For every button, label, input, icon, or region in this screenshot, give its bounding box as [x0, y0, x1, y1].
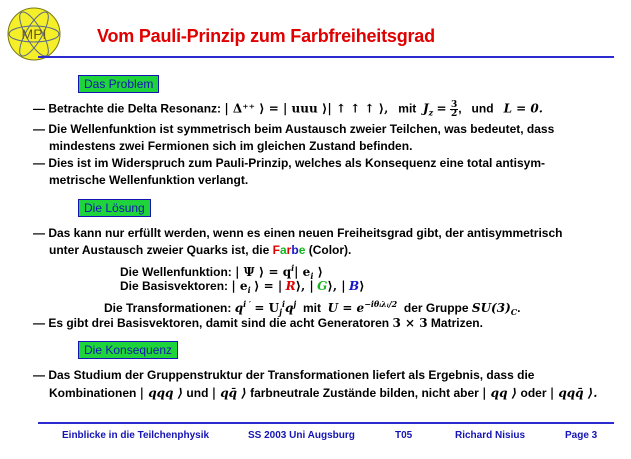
tr-label: Die Transformationen:: [104, 301, 232, 315]
basis-line: [120, 279, 365, 298]
u-exp: −iθᵢλᵢ/2: [364, 299, 398, 309]
bottom-rule: [38, 422, 614, 424]
psi-sup: i: [291, 263, 295, 273]
fraction: [450, 101, 458, 118]
solution-line-6-pre: — Es gibt drei Basisvektoren, damit sind die acht Generatoren: [33, 316, 390, 330]
basis-sub: i: [247, 285, 251, 295]
qqbar-state: | qq̄ ⟩: [211, 386, 247, 400]
psi-tail: | e: [294, 265, 311, 279]
psi-tail-sub: i: [310, 271, 314, 281]
trans-sup: i ′: [243, 299, 252, 309]
basis-pre: | e: [231, 279, 248, 293]
three-by-three: 3 × 3: [392, 316, 428, 330]
problem-line-1-text: — Betrachte die Delta Resonanz:: [33, 101, 222, 116]
basis-eq: ⟩ = |: [253, 279, 283, 293]
tr-group: der Gruppe: [403, 301, 469, 315]
problem-line-4: — Dies ist im Widerspruch zum Pauli-Prinzip, welches als Konsequenz eine total antisym-: [33, 156, 546, 170]
mpi-logo: [6, 6, 62, 62]
footer-page: Page 3: [565, 430, 598, 441]
trans-q: q: [234, 301, 244, 315]
su3-sub: C: [510, 307, 518, 317]
frac-den: 2: [450, 109, 458, 119]
wf-label: Die Wellenfunktion:: [120, 265, 232, 279]
solution-line-6-post: Matrizen.: [430, 316, 483, 330]
jz-sub: z: [428, 107, 434, 118]
psi-close: ⟩: [313, 265, 324, 279]
consequence-line-2-pre: Kombinationen: [49, 386, 137, 400]
section-box-consequence: Die Konsequenz: [78, 341, 178, 359]
farbe-letter-r: r: [286, 243, 292, 257]
color-r: R: [285, 279, 296, 293]
footer-semester: SS 2003 Uni Augsburg: [248, 430, 355, 441]
trans-sub: j: [279, 307, 282, 317]
consequence-oder: oder: [520, 386, 547, 400]
qqqbar-state: | qqq̄ ⟩.: [549, 386, 598, 400]
consequence-line-2: [49, 386, 597, 401]
mit-word: mit: [398, 101, 417, 116]
farbe-letter-e: e: [298, 243, 306, 257]
trans-sup-j: j: [293, 299, 297, 309]
problem-line-1: — Betrachte die Delta Resonanz: | Δ⁺⁺ ⟩ = | uuu ⟩| ↑ ↑ ↑ ⟩, mit $J_z$ = $\frac{3}{2}$ , und L = 0.: [33, 100, 543, 119]
trans-qj: q: [285, 301, 294, 315]
l-zero: L = 0.: [503, 101, 543, 116]
tr-mit: mit: [303, 301, 321, 315]
solution-line-2-pre: unter Austausch zweier Quarks ist, die: [49, 243, 270, 257]
qqq-state: | qqq ⟩: [139, 386, 184, 400]
color-g: G: [317, 279, 328, 293]
und-word: und: [471, 101, 494, 116]
psi-formula: | Ψ ⟩ = q: [235, 265, 292, 279]
ket-sep-1: ⟩, |: [295, 279, 314, 293]
section-box-solution: Die Lösung: [78, 199, 151, 217]
solution-line-1: — Das kann nur erfüllt werden, wenn es einen neuen Freiheitsgrad gibt, der antisymmetrisch: [33, 226, 563, 240]
top-rule: [38, 56, 614, 58]
transformation-line: Die Transformationen: $q^{i '} = U_j^iq^j$ mit $U = e^{-i\theta ᵢ\lambda ᵢ/2}$ der Gruppe $SU(3)_C$.: [104, 299, 521, 317]
solution-line-2-post: (Color).: [308, 243, 352, 257]
ket-end: ⟩: [359, 279, 365, 293]
footer-course: Einblicke in die Teilchenphysik: [62, 430, 210, 441]
farbe-letter-f: F: [272, 243, 280, 257]
color-b: B: [348, 279, 360, 293]
farbe-word: [273, 243, 306, 257]
delta-formula: | Δ⁺⁺ ⟩ = | uuu ⟩| ↑ ↑ ↑ ⟩,: [224, 101, 389, 116]
problem-line-2: — Die Wellenfunktion ist symmetrisch beim Austausch zweier Teilchen, was bedeutet, dass: [33, 122, 555, 136]
consequence-und: und: [186, 386, 209, 400]
trans-rest: = U: [254, 301, 280, 315]
su3: SU(3): [471, 301, 511, 315]
problem-line-5: metrische Wellenfunktion verlangt.: [49, 173, 249, 187]
ket-sep-2: ⟩, |: [327, 279, 346, 293]
u-def: U = e: [327, 301, 365, 315]
farbe-letter-b: b: [291, 243, 299, 257]
section-box-problem: Das Problem: [78, 75, 159, 93]
footer-code: T05: [395, 430, 413, 441]
jz-symbol: J: [422, 101, 429, 116]
bv-label: Die Basisvektoren:: [120, 279, 229, 293]
footer-author: Richard Nisius: [455, 430, 526, 441]
solution-line-2: [49, 243, 351, 258]
page-title: Vom Pauli-Prinzip zum Farbfreiheitsgrad: [97, 26, 435, 46]
frac-num: 3: [450, 100, 458, 110]
farbe-letter-a: a: [279, 243, 287, 257]
trans-sup-i: i: [281, 299, 286, 309]
logo-text: MPI: [21, 26, 47, 42]
consequence-line-1: — Das Studium der Gruppenstruktur der Transformationen liefert als Ergebnis, dass die: [33, 368, 535, 382]
consequence-line-2-mid: farbneutrale Zustände bilden, nicht aber: [250, 386, 479, 400]
jz-eq: =: [436, 101, 447, 116]
problem-line-3: mindestens zwei Fermionen sich im gleichen Zustand befinden.: [49, 139, 413, 153]
qq-state: | qq ⟩: [482, 386, 518, 400]
solution-line-6: [33, 316, 483, 331]
